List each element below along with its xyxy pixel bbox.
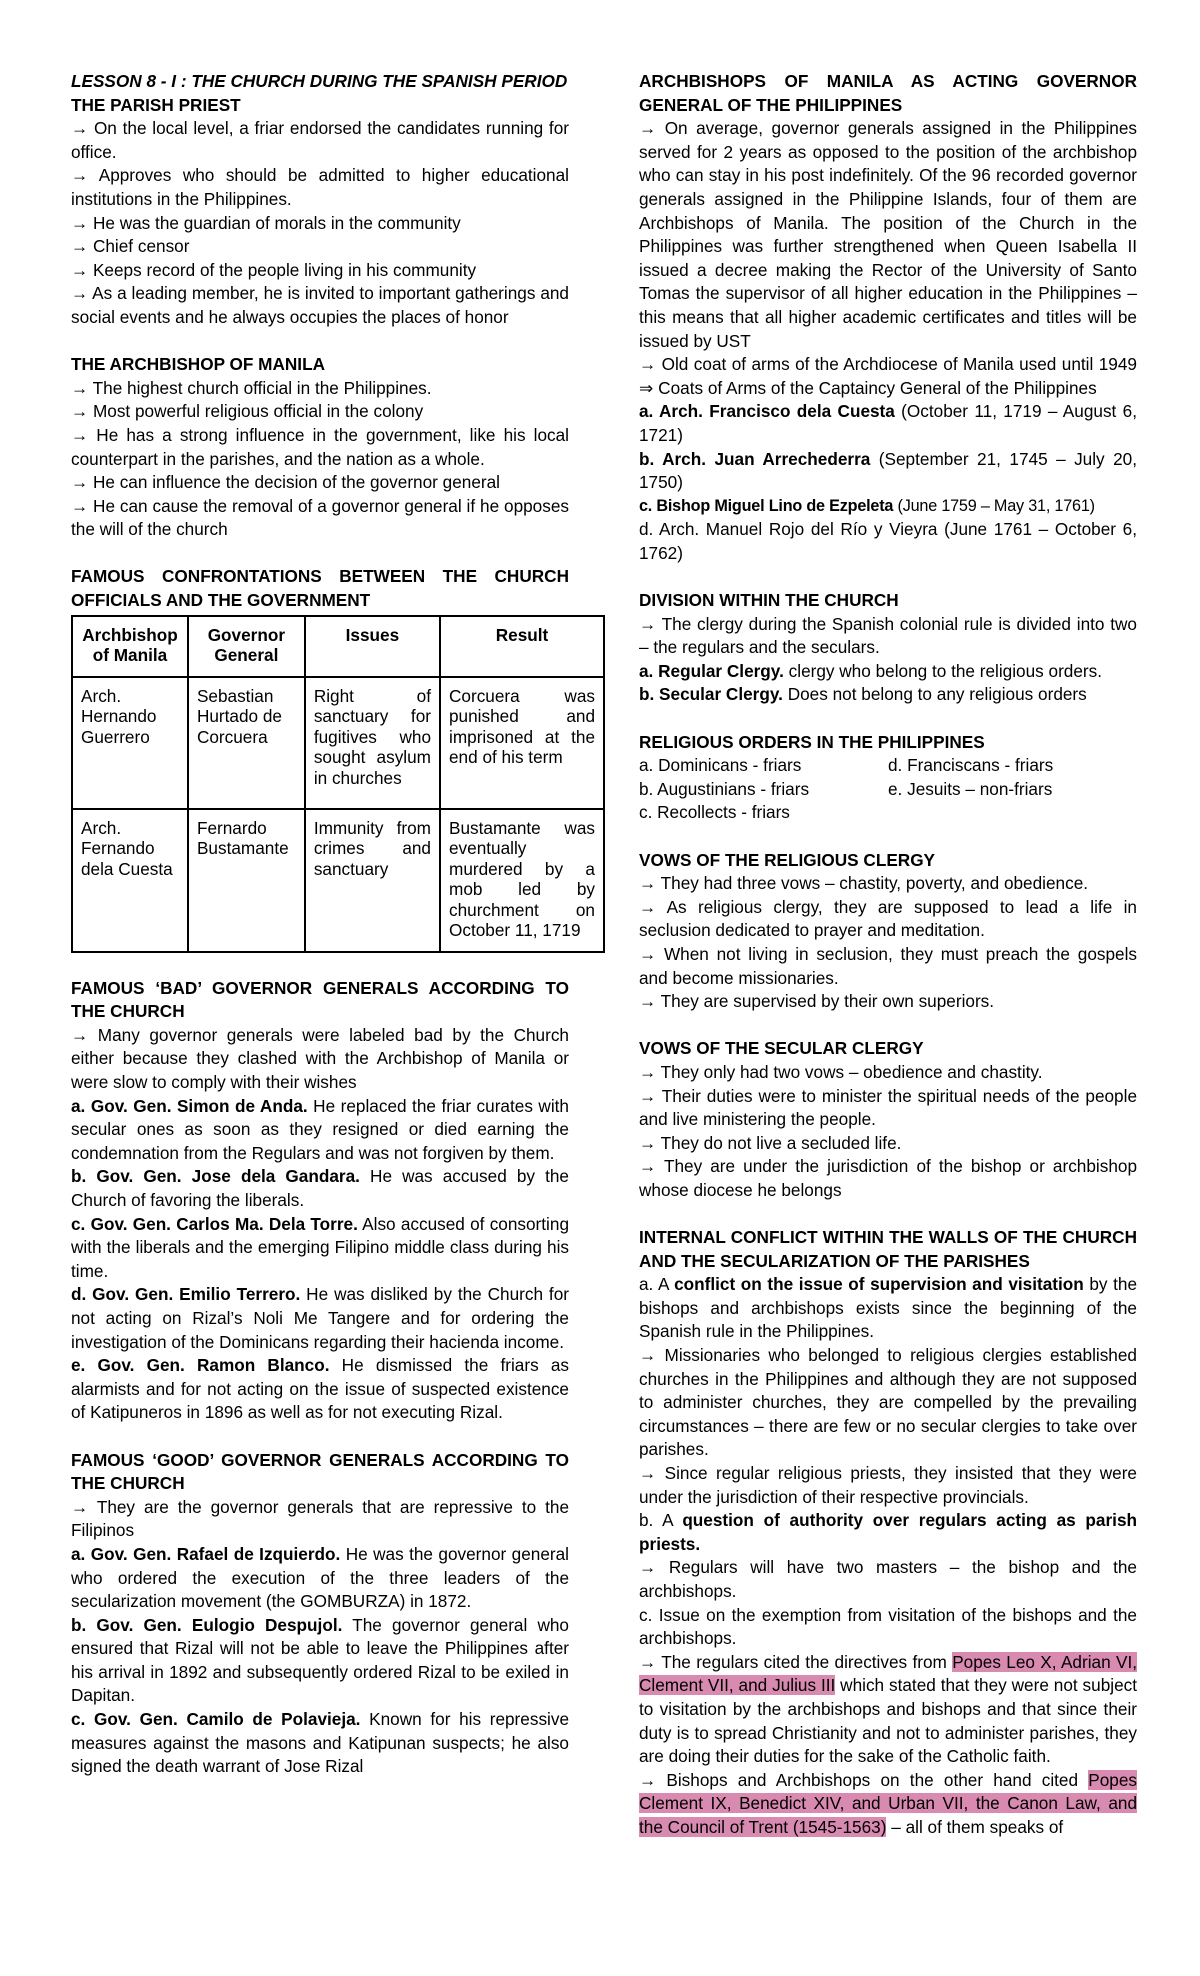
paragraph [639,1273,1137,1344]
table-cell: Sebastian Hurtado de Corcuera [188,677,305,809]
column-header: Archbishop of Manila [72,616,188,677]
governor-name: b. Gov. Gen. Eulogio Despujol. [71,1614,343,1635]
list-item: → They only had two vows – obedience and chastity. [639,1061,1043,1082]
religious-orders-section [639,731,1137,825]
paragraph [639,1769,1137,1840]
clergy-type: a. Regular Clergy. [639,660,784,681]
list-item: → He has a strong influence in the government, like his local counterpart in the parishes, and the nation as a whole. [71,424,569,469]
list-item: d. Franciscans - friars [888,755,1054,776]
governor-description: He was the governor general who ordered the execution of the three leaders of the secularization movement (the GOMBURZA) in 1872. [71,1543,569,1612]
term-dates: (June 1759 – May 31, 1761) [893,496,1095,515]
archbishop-name: c. Bishop Miguel Lino de Ezpeleta [639,496,894,515]
governor-description: He replaced the friar curates with secular ones as soon as they resigned or died earning the condemnation from the Regulars and was not forgiven by them. [71,1095,569,1163]
section-heading: FAMOUS CONFRONTATIONS BETWEEN THE CHURCH OFFICIALS AND THE GOVERNMENT [71,566,569,611]
orders-column [639,754,888,825]
table-row [72,677,604,809]
section-intro: → Many governor generals were labeled bad by the Church either because they clashed with the Archbishop of Manila or were slow to comply with their wishes [71,1024,569,1093]
column-header: Governor General [188,616,305,677]
emphasis: question of authority over regulars acting as parish priests. [639,1510,1138,1554]
vows-religious-section [639,849,1137,1014]
table-cell: Immunity from crimes and sanctuary [305,809,440,952]
list-item [71,1708,569,1779]
governor-name: c. Gov. Gen. Carlos Ma. Dela Torre. [71,1213,358,1234]
list-item: → As a leading member, he is invited to important gatherings and social events and he always occupies the places of honor [71,283,569,327]
section-heading: THE ARCHBISHOP OF MANILA [71,354,325,375]
table-cell: Right of sanctuary for fugitives who sought asylum in churches [305,677,440,809]
list-item: → Keeps record of the people living in his community [71,259,477,280]
table-cell: Bustamante was eventually murdered by a mob led by churchment on October 11, 1719 [440,809,604,952]
list-item [639,660,1137,684]
list-item [71,1614,569,1708]
governor-name: a. Gov. Gen. Rafael de Izquierdo. [71,1543,341,1564]
list-item [639,448,1137,495]
clergy-description: Does not belong to any religious orders [782,684,1087,705]
section-heading: FAMOUS ‘GOOD’ GOVERNOR GENERALS ACCORDING TO THE CHURCH [71,1449,569,1494]
text-run: – all of them speaks of [886,1816,1064,1837]
paragraph: c. Issue on the exemption from visitation of the bishops and the archbishops. [639,1604,1137,1649]
list-item [71,1213,569,1284]
table-row [72,809,604,952]
paragraph [639,1651,1137,1769]
list-item [71,1283,569,1354]
list-item: d. Arch. Manuel Rojo del Río y Vieyra (June 1761 – October 6, 1762) [639,519,1137,563]
list-item [71,1095,569,1166]
archbishop-name: a. Arch. Francisco dela Cuesta [639,401,895,422]
governor-description: Also accused of consorting with the liberals and the emerging Filipino middle class during his time. [71,1213,569,1281]
orders-column [888,754,1137,825]
list-item: c. Recollects - friars [639,802,790,823]
governor-description: He dismissed the friars as alarmists and for not acting on the issue of suspected existence of Katipuneros in 1896 as well as for not executing Rizal. [71,1355,569,1423]
section-heading: RELIGIOUS ORDERS IN THE PHILIPPINES [639,731,985,752]
clergy-description: clergy who belong to the religious orders. [783,660,1103,681]
list-item: → Most powerful religious official in the colony [71,401,424,422]
left-column [71,70,595,1779]
section-heading: THE PARISH PRIEST [71,94,241,115]
column-header: Result [440,616,604,677]
archbishop-name: b. Arch. Juan Arrechederra [639,448,871,469]
lesson-title: LESSON 8 - I : THE CHURCH DURING THE SPANISH PERIOD [71,71,568,91]
table-cell: Arch. Hernando Guerrero [72,677,188,809]
list-item [639,495,1137,519]
highlighted-text: Popes Clement IX, Benedict XIV, and Urban VII, the Canon Law, and the Council of Trent (1545-1563) [639,1769,1137,1837]
internal-conflict-section [639,1226,1137,1839]
list-item: → Their duties were to minister the spiritual needs of the people and live ministering the people. [639,1085,1137,1130]
governor-name: d. Gov. Gen. Emilio Terrero. [71,1284,301,1305]
table-cell: Arch. Fernando dela Cuesta [72,809,188,952]
governor-name: c. Gov. Gen. Camilo de Polavieja. [71,1709,361,1730]
orders-list [639,754,1137,825]
list-item [639,400,1137,447]
good-governors-section [71,1449,569,1779]
list-item: → He can cause the removal of a governor general if he opposes the will of the church [71,495,569,540]
list-item: → They are supervised by their own superiors. [639,991,995,1012]
text-run: a. A [639,1274,675,1295]
text-run: → The regulars cited the directives from [639,1651,953,1672]
list-item: e. Jesuits – non-friars [888,778,1053,799]
text-run: which stated that they were not subject to visitation by the archbishops and bishops and that since their duty is to spread Christianity and not to administer parishes, they are doing their duties for the sake of the Catholic faith. [639,1675,1137,1767]
section-heading: FAMOUS ‘BAD’ GOVERNOR GENERALS ACCORDING TO THE CHURCH [71,977,569,1022]
governor-name: a. Gov. Gen. Simon de Anda. [71,1095,308,1116]
list-item: → They are under the jurisdiction of the bishop or archbishop whose diocese he belongs [639,1156,1137,1200]
clergy-type: b. Secular Clergy. [639,684,783,705]
list-item: → As religious clergy, they are supposed to lead a life in seclusion dedicated to prayer and meditation. [639,896,1137,941]
paragraph: → Missionaries who belonged to religious clergies established churches in the Philippines and although they are not supposed to administer churches, they are compelled by the prevailing circumstances – there are few or no secular clergies to take over parishes. [639,1345,1137,1460]
table-header-row [72,616,604,677]
section-heading: INTERNAL CONFLICT WITHIN THE WALLS OF THE CHURCH AND THE SECULARIZATION OF THE PARISHES [639,1227,1137,1271]
list-item: → Approves who should be admitted to higher educational institutions in the Philippines. [71,165,569,209]
section-heading: DIVISION WITHIN THE CHURCH [639,590,899,611]
governor-name: b. Gov. Gen. Jose dela Gandara. [71,1166,360,1187]
list-item: b. Augustinians - friars [639,778,810,799]
section-heading: VOWS OF THE SECULAR CLERGY [639,1038,924,1059]
paragraph: → Regulars will have two masters – the bishop and the archbishops. [639,1557,1137,1601]
division-section [639,589,1137,707]
list-item [71,1543,569,1614]
section-heading: ARCHBISHOPS OF MANILA AS ACTING GOVERNOR GENERAL OF THE PHILIPPINES [639,71,1137,115]
table-cell: Corcuera was punished and imprisoned at the end of his term [440,677,604,809]
list-item: → They do not live a secluded life. [639,1132,902,1153]
list-item: a. Dominicans - friars [639,755,802,776]
list-item [639,683,1137,707]
governor-description: He was disliked by the Church for not acting on Rizal’s Noli Me Tangere and for ordering the investigation of the Dominicans regarding their hacienda income. [71,1284,569,1352]
text-run: → Bishops and Archbishops on the other hand cited [639,1769,1089,1790]
text-run: by the bishops and archbishops exists since the beginning of the Spanish rule in the Philippines. [639,1274,1138,1342]
list-item: → When not living in seclusion, they must preach the gospels and become missionaries. [639,943,1137,988]
column-header: Issues [305,616,440,677]
term-dates: (September 21, 1745 – July 20, 1750) [639,448,1137,493]
archbishop-section [71,353,569,542]
list-item [71,1165,569,1212]
list-item: → The highest church official in the Philippines. [71,377,432,398]
list-item: → Chief censor [71,236,190,257]
paragraph: → Since regular religious priests, they insisted that they were under the jurisdiction of their respective provincials. [639,1463,1137,1507]
confrontations-table [71,615,605,953]
paragraph [639,1509,1137,1556]
list-item [71,1354,569,1425]
vows-secular-section [639,1037,1137,1202]
confrontations-section [71,565,595,952]
right-column [639,70,1137,1840]
paragraph: → The clergy during the Spanish colonial rule is divided into two – the regulars and the seculars. [639,613,1137,658]
paragraph: → On average, governor generals assigned in the Philippines served for 2 years as opposed to the position of the archbishop who can stay in his post indefinitely. Of the 96 recorded governor generals assigned in the Philippine Islands, four of them are Archbishops of Manila. The position of the Church in the Philippines was further strengthened when Queen Isabella II issued a decree making the Rector of the University of Santo Tomas the supervisor of all higher education in the Philippines – this means that all higher academic certificates and titles will be issued by UST [639,118,1137,351]
table-cell: Fernardo Bustamante [188,809,305,952]
section-intro: → They are the governor generals that are repressive to the Filipinos [71,1496,569,1541]
term-dates: (October 11, 1719 – August 6, 1721) [639,401,1137,445]
governor-description: Known for his repressive measures against the masons and Katipunan suspects; he also signed the death warrant of Jose Rizal [71,1709,570,1777]
list-item: → On the local level, a friar endorsed the candidates running for office. [71,118,569,162]
list-item: → They had three vows – chastity, poverty, and obedience. [639,873,1089,894]
highlighted-text: Popes Leo X, Adrian VI, Clement VII, and Julius III [639,1651,1137,1696]
governor-name: e. Gov. Gen. Ramon Blanco. [71,1355,330,1376]
parish-priest-section [71,94,569,330]
governor-description: He was accused by the Church of favoring the liberals. [71,1166,569,1210]
acting-governor-section [639,70,1137,565]
text-run: b. A [639,1510,683,1531]
emphasis: conflict on the issue of supervision and visitation [674,1274,1084,1295]
list-item: → He can influence the decision of the governor general [71,472,500,493]
paragraph: → Old coat of arms of the Archdiocese of Manila used until 1949 ⇒ Coats of Arms of the Captaincy General of the Philippines [639,354,1137,398]
section-heading: VOWS OF THE RELIGIOUS CLERGY [639,849,936,870]
bad-governors-section [71,977,569,1425]
governor-description: The governor general who ensured that Rizal will not be able to leave the Philippines after his arrival in 1892 and subsequently ordered Rizal to be exiled in Dapitan. [71,1614,569,1706]
list-item: → He was the guardian of morals in the community [71,212,461,233]
